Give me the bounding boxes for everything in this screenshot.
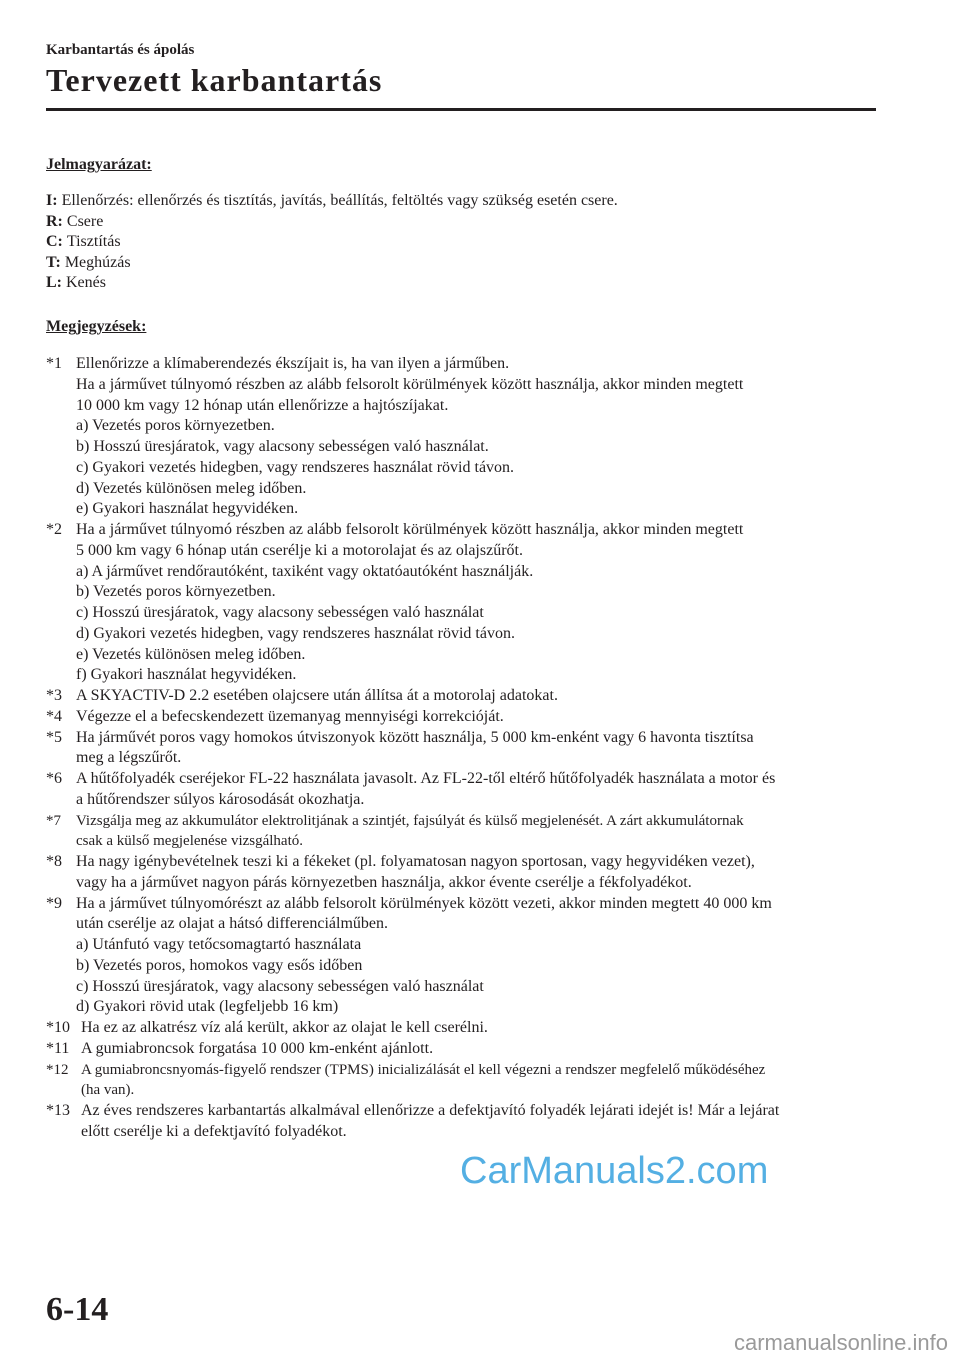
note-subitem: b) Vezetés poros, homokos vagy esős időben <box>76 956 363 974</box>
note-line: Ha a járművet túlnyomó részben az alább felsorolt körülmények között használja, akkor minden megtett <box>76 521 744 538</box>
note-line: A SKYACTIV-D 2.2 esetében olajcsere után állítsa át a motorolaj adatokat. <box>76 687 558 704</box>
note-subitem: a) A járművet rendőrautóként, taxiként vagy oktatóautóként használják. <box>76 562 534 580</box>
note-body <box>46 769 876 811</box>
note-number: *11 <box>46 1039 70 1057</box>
note-body <box>46 354 876 520</box>
note-number: *10 <box>46 1019 70 1036</box>
legend-item <box>46 191 618 212</box>
note-body <box>46 1101 876 1143</box>
note-line: (ha van). <box>81 1082 135 1099</box>
note-item <box>46 1018 876 1039</box>
legend-item <box>46 232 618 253</box>
legend-item <box>46 212 618 233</box>
note-number: *9 <box>46 894 62 912</box>
note-body <box>46 1039 876 1060</box>
note-body <box>46 1060 876 1102</box>
note-subitem: b) Vezetés poros környezetben. <box>76 583 276 601</box>
note-item <box>46 707 876 728</box>
note-line: 10 000 km vagy 12 hónap után ellenőrizze a hajtószíjakat. <box>76 396 449 414</box>
note-line: a hűtőrendszer súlyos károsodását okozhatja. <box>76 790 365 808</box>
legend-text: Ellenőrzés: ellenőrzés és tisztítás, javítás, beállítás, feltöltés vagy szükség esetén csere. <box>61 192 618 209</box>
legend-heading: Jelmagyarázat: <box>46 156 152 173</box>
note-subitem: c) Gyakori vezetés hidegben, vagy rendszeres használat rövid távon. <box>76 458 515 476</box>
note-body <box>46 1018 876 1039</box>
note-line: Ha járművét poros vagy homokos útviszonyok között használja, 5 000 km-enként vagy 6 havonta tisztítsa <box>76 728 754 746</box>
note-body <box>46 686 876 707</box>
note-subitem: d) Gyakori vezetés hidegben, vagy rendszeres használat rövid távon. <box>76 624 515 642</box>
note-number: *13 <box>46 1102 70 1119</box>
note-line: Ha nagy igénybevételnek teszi ki a fékeket (pl. folyamatosan nagyon sportosan, vagy hegyvidéken vezet), <box>76 853 755 870</box>
note-number: *6 <box>46 770 62 787</box>
page-number: 6-14 <box>46 1291 109 1328</box>
legend-text: Meghúzás <box>64 253 131 271</box>
legend-item <box>46 273 618 294</box>
legend-key: T: <box>46 253 61 271</box>
note-subitem: c) Hosszú üresjáratok, vagy alacsony sebességen való használat <box>76 604 484 621</box>
page-title: Tervezett karbantartás <box>46 62 383 98</box>
note-item <box>46 1039 876 1060</box>
note-subitem: d) Gyakori rövid utak (legfeljebb 16 km) <box>76 998 339 1016</box>
note-number: *7 <box>46 812 61 829</box>
note-body <box>46 811 876 853</box>
legend-text: Tisztítás <box>66 233 121 251</box>
note-line: Az éves rendszeres karbantartás alkalmával ellenőrizze a defektjavító folyadék lejárati idejét is! Már a lejárat <box>81 1102 780 1119</box>
note-line: Végezze el a befecskendezett üzemanyag mennyiségi korrekcióját. <box>76 707 504 725</box>
note-subitem: e) Gyakori használat hegyvidéken. <box>76 500 299 518</box>
note-subitem: c) Hosszú üresjáratok, vagy alacsony sebességen való használat <box>76 977 484 995</box>
note-subitem: b) Hosszú üresjáratok, vagy alacsony sebességen való használat. <box>76 438 489 455</box>
note-line: vagy ha a járművet nagyon párás környezetben használja, akkor évente cserélje a fékfolyadékot. <box>76 873 692 891</box>
note-body <box>46 728 876 770</box>
note-number: *3 <box>46 687 62 704</box>
note-item <box>46 811 876 853</box>
note-subitem: a) Vezetés poros környezetben. <box>76 417 275 435</box>
legend-text: Kenés <box>66 274 106 292</box>
notes-heading: Megjegyzések: <box>46 318 147 335</box>
note-item <box>46 852 876 894</box>
watermark: CarManuals2.com <box>460 1150 769 1192</box>
legend-list <box>46 191 618 294</box>
title-rule <box>46 108 876 111</box>
legend-item <box>46 253 618 274</box>
note-line: Ellenőrizze a klímaberendezés ékszíjait is, ha van ilyen a járműben. <box>76 355 510 372</box>
note-subitem: d) Vezetés különösen meleg időben. <box>76 479 307 497</box>
note-line: A hűtőfolyadék cseréjekor FL-22 használata javasolt. Az FL-22-től eltérő hűtőfolyadék használata a motor és <box>76 770 776 787</box>
footer-watermark: carmanualsonline.info <box>733 1330 948 1355</box>
note-body <box>46 520 876 686</box>
note-item <box>46 894 876 1019</box>
note-number: *2 <box>46 521 62 538</box>
note-item <box>46 728 876 770</box>
note-number: *5 <box>46 728 62 746</box>
note-line: csak a külső megjelenése vizsgálható. <box>76 833 304 850</box>
note-line: előtt cserélje ki a defektjavító folyadékot. <box>81 1122 347 1140</box>
note-subitem: f) Gyakori használat hegyvidéken. <box>76 666 297 684</box>
note-body <box>46 852 876 894</box>
note-line: 5 000 km vagy 6 hónap után cserélje ki a motorolajat és az olajszűrőt. <box>76 541 523 559</box>
note-line: A gumiabroncsnyomás-figyelő rendszer (TPMS) inicializálását el kell végezni a rendszer megfelelő működéséhez <box>81 1061 766 1078</box>
legend-key: R: <box>46 212 63 230</box>
section-label: Karbantartás és ápolás <box>46 42 195 58</box>
note-line: Ha ez az alkatrész víz alá került, akkor az olajat le kell cserélni. <box>81 1019 488 1036</box>
note-item <box>46 520 876 686</box>
note-body <box>46 894 876 1019</box>
legend-key: I: <box>46 192 58 209</box>
note-number: *8 <box>46 853 62 870</box>
legend-key: C: <box>46 233 63 251</box>
note-number: *1 <box>46 355 62 372</box>
note-body <box>46 707 876 728</box>
note-item <box>46 686 876 707</box>
note-line: után cserélje az olajat a hátsó differenciálműben. <box>76 915 388 933</box>
note-line: meg a légszűrőt. <box>76 749 182 767</box>
note-line: A gumiabroncsok forgatása 10 000 km-enként ajánlott. <box>81 1039 434 1057</box>
note-line: Vizsgálja meg az akkumulátor elektrolitjának a szintjét, fajsúlyát és külső megjelenését. A zárt akkumulátornak <box>76 812 744 829</box>
note-number: *12 <box>46 1061 69 1078</box>
legend-key: L: <box>46 274 62 292</box>
note-item <box>46 1060 876 1102</box>
note-item <box>46 769 876 811</box>
note-item <box>46 354 876 520</box>
note-subitem: e) Vezetés különösen meleg időben. <box>76 645 306 663</box>
note-item <box>46 1101 876 1143</box>
note-number: *4 <box>46 707 62 725</box>
note-subitem: a) Utánfutó vagy tetőcsomagtartó használata <box>76 936 362 953</box>
note-line: Ha a járművet túlnyomórészt az alább felsorolt körülmények között vezeti, akkor minden megtett 40 000 km <box>76 894 772 912</box>
note-line: Ha a járművet túlnyomó részben az alább felsorolt körülmények között használja, akkor minden megtett <box>76 375 744 393</box>
notes-list <box>46 354 876 1143</box>
legend-text: Csere <box>66 212 104 230</box>
